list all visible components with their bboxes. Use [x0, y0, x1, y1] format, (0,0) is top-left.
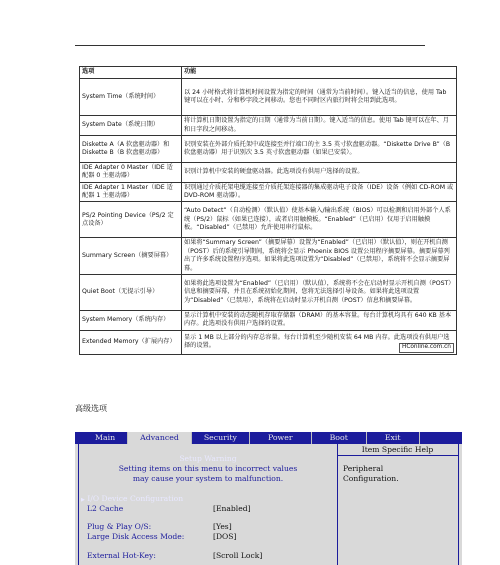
option-cell: Summary Screen（摘要屏幕） — [80, 238, 182, 274]
desc-cell — [182, 330, 457, 354]
setting-large-disk-access-mode[interactable] — [87, 532, 237, 541]
setup-warning-title: Setup Warning — [179, 454, 237, 463]
tab-main[interactable]: Main — [75, 432, 128, 444]
desc-cell: “Auto Detect”（自动检测）（默认值）使基本输入/输出系统（BIOS）可以检测和启用外部个人系统（PS/2）鼠标（如果已连接），或者启用触摸板。“Enabled”（已启用）仅用于启用触摸板。“Disabled”（已禁用）允许使用串行鼠标。 — [182, 202, 457, 238]
setting-value[interactable]: [DOS] — [213, 532, 237, 541]
watermark: HConline.com.cn — [399, 343, 454, 353]
table-header-row — [80, 67, 457, 79]
setting-label: L2 Cache — [87, 504, 124, 513]
desc-cell: 显示计算机中安装的动态随机存取存储器（DRAM）的基本容量。每台计算机均具有 640 KB 基本内存。此选项没有供用户选择的设置。 — [182, 310, 457, 330]
setup-warning-line: Setting items on this menu to incorrect values — [118, 464, 298, 473]
setting-label: Plug & Play O/S: — [87, 522, 152, 531]
table-row — [80, 274, 457, 310]
help-line: Peripheral — [343, 464, 384, 473]
table-row — [80, 330, 457, 354]
table-row — [80, 182, 457, 202]
desc-cell: 如果将此选项设置为“Enabled”（已启用）（默认值），系统将不会在启动时显示开机自测（POST）信息和摘要屏幕，并且在系统初始化期间，您将无法选择引导设备。如果将此选项设置为“Disabled”（已禁用），系统将在启动时显示开机自测（POST）信息和摘要屏幕。 — [182, 274, 457, 310]
top-rule — [75, 45, 425, 46]
option-cell: Quiet Boot（无提示引导） — [80, 274, 182, 310]
bios-setup-screen — [75, 432, 462, 565]
table-row — [80, 79, 457, 116]
tab-advanced[interactable]: Advanced — [128, 432, 192, 444]
setting-plug-play-os[interactable] — [87, 522, 232, 531]
setup-warning-line: may cause your system to malfunction. — [132, 474, 284, 483]
desc-cell: 如果将“Summary Screen”（摘要屏幕）设置为“Enabled”（已启用）（默认值），则在开机自测（POST）后的系统引导期间，系统将会显示 Phoenix BIOS 设置公用程序摘要屏幕。摘要屏幕列出了许多系统设置程序选项。如果将此选项设置为“Disabled”（已禁用），系统将不会显示摘要屏幕。 — [182, 238, 457, 274]
tab-security[interactable]: Security — [192, 432, 250, 444]
options-table — [79, 66, 457, 355]
option-cell: Diskette A（A 软盘驱动器）和 Diskette B（B 软盘驱动器） — [80, 136, 182, 163]
option-cell: IDE Adapter 1 Master（IDE 适配器 1 主驱动器） — [80, 182, 182, 202]
tab-exit[interactable]: Exit — [367, 432, 420, 444]
desc-cell: 将计算机日期设置为指定的日期（通常为当前日期）。键入适当的信息。使用 Tab 键可以在年、月和日字段之间移动。 — [182, 116, 457, 136]
desc-text: 显示 1 MB 以上部分的内存总容量。每台计算机至少随机安装 64 MB 内存。此选项没有供用户选择的设置。 — [184, 334, 450, 350]
section-title: 高级选项 — [75, 404, 107, 413]
desc-cell: 以 24 小时格式将计算机时间设置为指定的时间（通常为当前时间）。键入适当的信息，使用 Tab 键可以在小时、分和秒字段之间移动。您也不同时区内旅行时将会用到此选项。 — [182, 79, 457, 116]
table-row — [80, 202, 457, 238]
table-row — [80, 136, 457, 163]
option-cell: IDE Adapter 0 Master（IDE 适配器 0 主驱动器） — [80, 163, 182, 183]
option-cell: System Date（系统日期） — [80, 116, 182, 136]
option-cell: System Time（系统时间） — [80, 79, 182, 116]
submenu-arrow-icon: ▶ — [81, 497, 85, 503]
setting-external-hot-key[interactable] — [87, 551, 263, 560]
submenu-io-device-config[interactable] — [81, 494, 183, 503]
header-option: 选项 — [80, 67, 182, 79]
setting-label: Large Disk Access Mode: — [87, 532, 185, 541]
bios-content — [78, 444, 459, 565]
help-header: Item Specific Help — [337, 444, 458, 456]
desc-cell: 识别安装在外部介质托架中或连接至并行端口的主 3.5 英寸软盘驱动器。“Diskette Drive B”（B 软盘驱动器）用于识别次 3.5 英寸软盘驱动器（如果已安装）。 — [182, 136, 457, 163]
tab-power[interactable]: Power — [250, 432, 312, 444]
desc-cell: 识别计算机中安装的硬盘驱动器。此选项没有供用户选择的设置。 — [182, 163, 457, 183]
setting-label: External Hot-Key: — [87, 551, 156, 560]
setting-value[interactable]: [Enabled] — [213, 504, 251, 513]
option-cell: Extended Memory（扩展内存） — [80, 330, 182, 354]
table-row — [80, 238, 457, 274]
submenu-label: I/O Device Configuration — [87, 494, 184, 503]
option-cell: System Memory（系统内存） — [80, 310, 182, 330]
setting-value[interactable]: [Yes] — [213, 522, 232, 531]
setting-value[interactable]: [Scroll Lock] — [213, 551, 263, 560]
tab-boot[interactable]: Boot — [312, 432, 367, 444]
table-row — [80, 163, 457, 183]
option-cell: PS/2 Pointing Device（PS/2 定点设备） — [80, 202, 182, 238]
help-text — [343, 464, 399, 484]
setting-l2-cache[interactable] — [87, 504, 251, 513]
table-row — [80, 116, 457, 136]
help-line: Configuration. — [343, 474, 399, 483]
table-row — [80, 310, 457, 330]
bios-menu-bar — [75, 432, 462, 444]
panel-divider — [337, 444, 338, 565]
header-function: 功能 — [182, 67, 457, 79]
desc-cell: 识别通过介质托架电缆连接至介质托架连接器的集成驱动电子设备（IDE）设备（例如 CD-ROM 或 DVD-ROM 驱动器）。 — [182, 182, 457, 202]
